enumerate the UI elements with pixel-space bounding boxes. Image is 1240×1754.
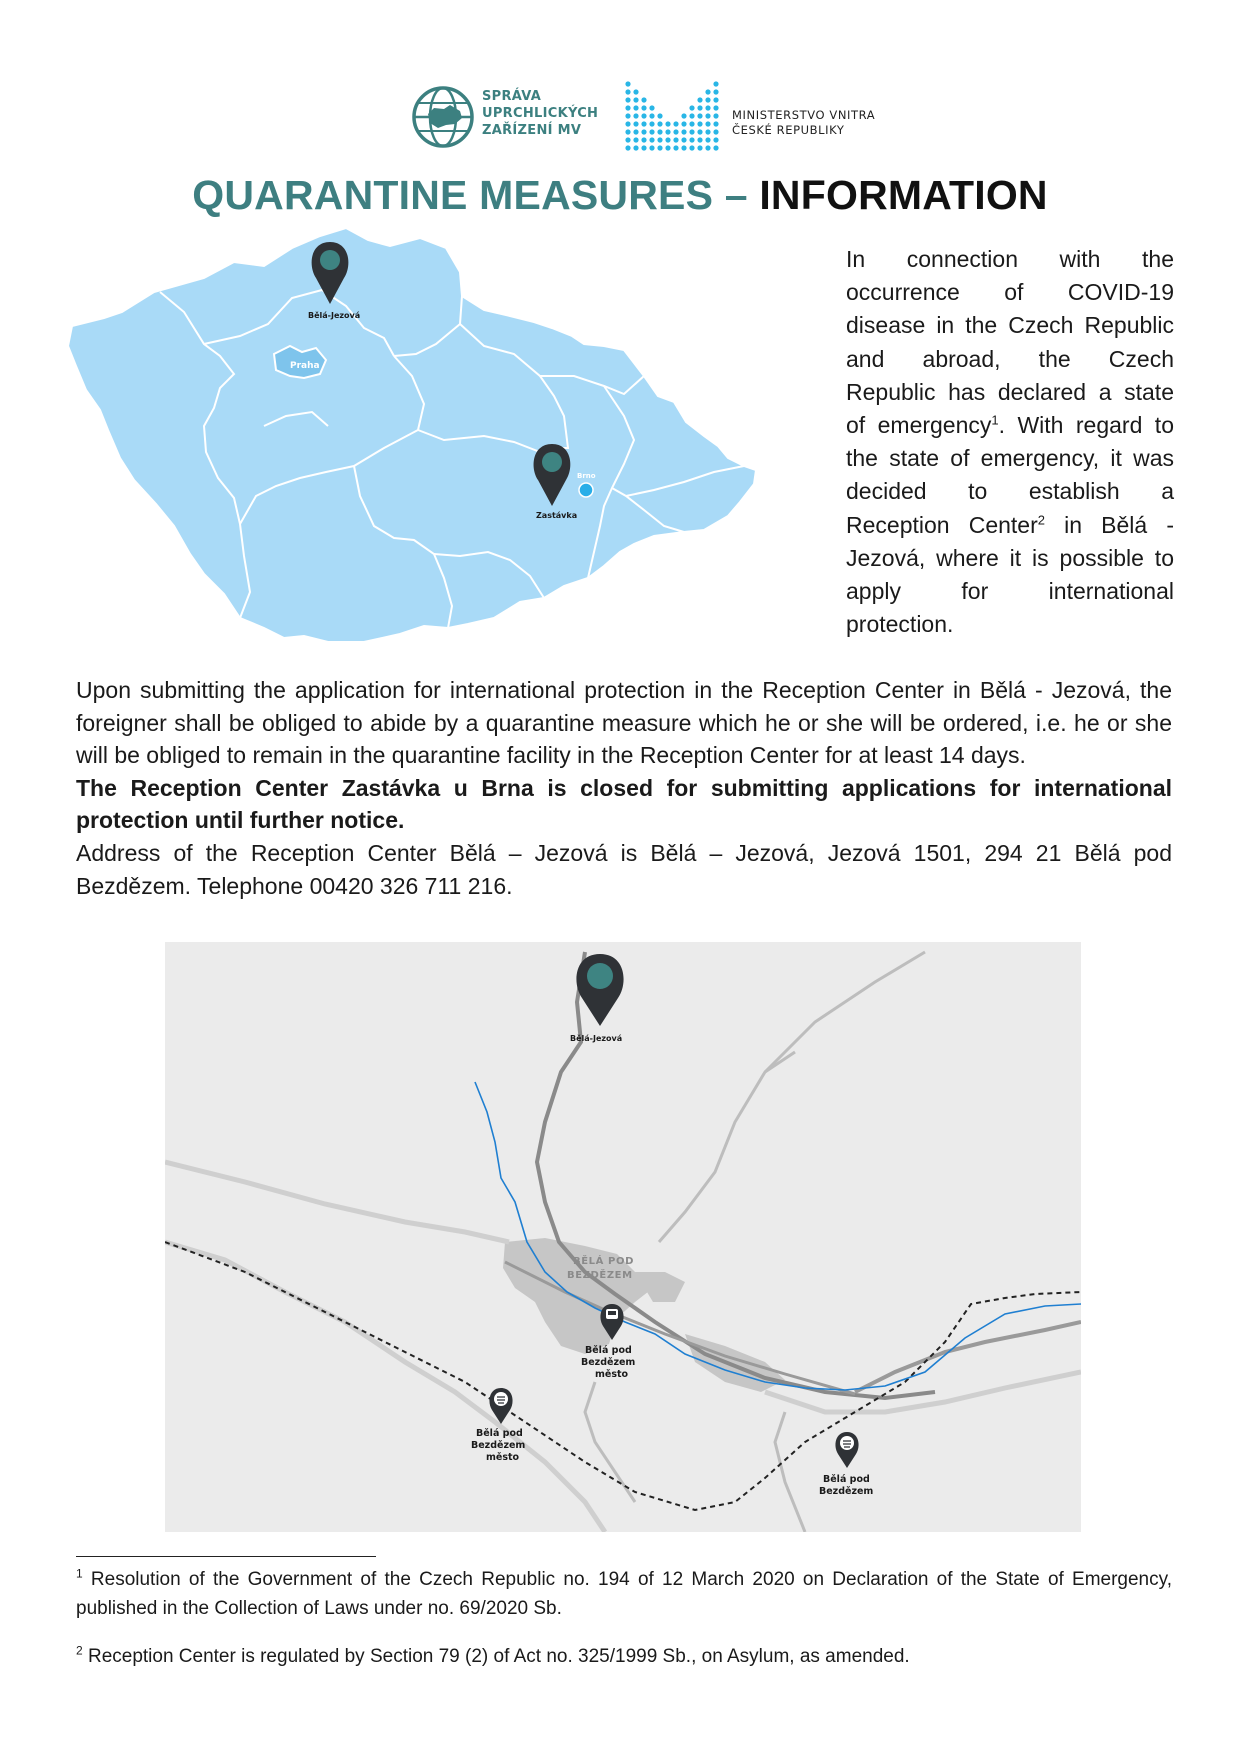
logo-dot [713,137,718,142]
logo-dot [673,129,678,134]
intro-text-2: . With regard to the state of emergency, it was decided to establish a Reception Center [846,412,1174,538]
logo-dot [641,121,646,126]
logo-dot [665,129,670,134]
logo-dot [641,137,646,142]
footnote-ref-1: 1 [991,412,999,428]
logo-dot [713,89,718,94]
logo-dot [697,121,702,126]
address-paragraph: Address of the Reception Center Bělá – Jezová is Bělá – Jezová, Jezová 1501, 294 21 Bělá pod Bezdězem. Telephone 00420 326 711 216. [76,839,1172,899]
logo-dot [641,145,646,150]
logo-dot [689,129,694,134]
logo-dot [633,113,638,118]
logo-dot [633,137,638,142]
logo-dot [641,129,646,134]
ministry-line-2: ČESKÉ REPUBLIKY [732,123,845,137]
logo-dot [649,129,654,134]
logo-dot [649,105,654,110]
body-section [76,674,1172,902]
sprava-line-3: ZAŘÍZENÍ MV [482,123,582,138]
stop1-label-2: Bezdězem [581,1357,636,1368]
footnote-2-text: Reception Center is regulated by Section 79 (2) of Act no. 325/1999 Sb., on Asylum, as amended. [82,1646,910,1667]
logo-dot [705,121,710,126]
brno-label: Brno [577,472,596,480]
logo-dot [625,81,630,86]
logo-dot [713,129,718,134]
logo-dot [689,145,694,150]
logo-dot [633,129,638,134]
bela-label: Bělá-Jezová [308,311,361,320]
logo-dot [689,121,694,126]
logo-dot [633,121,638,126]
stop2-label-1: Bělá pod [476,1428,523,1439]
logo-dot [689,105,694,110]
logo-dot [713,121,718,126]
logo-dot [633,145,638,150]
logo-dot [713,97,718,102]
czech-republic-map [64,226,834,646]
logo-dot [689,137,694,142]
dot-matrix-icon [624,80,720,152]
logo-dot [625,89,630,94]
intro-text-1: In connection with the occurrence of COVID-19 disease in the Czech Republic and abroad, the Czech Republic has declared a state of emergency [846,246,1174,439]
logo-dot [665,145,670,150]
footnote-ref-2: 2 [1037,511,1045,527]
logo-dot [625,129,630,134]
logo-dot [633,89,638,94]
logo-dot [697,105,702,110]
logo-dot [673,121,678,126]
czech-outline [68,228,756,642]
stop2-label-2: Bezdězem [471,1440,526,1451]
ministry-logo-text [732,108,875,138]
title-part-1: QUARANTINE MEASURES – [192,172,760,218]
page-title [0,172,1240,219]
logo-dot [641,97,646,102]
zastavka-label: Zastávka [536,511,578,520]
logo-dot [713,81,718,86]
stop1-label-3: město [595,1369,629,1380]
logo-dot [681,129,686,134]
logo-dot [625,105,630,110]
footnote-1 [76,1566,1172,1623]
logo-dot [673,145,678,150]
logo-dot [673,137,678,142]
logo-dot [705,97,710,102]
logo-dot [633,105,638,110]
logo-dot [641,113,646,118]
logo-dot [657,113,662,118]
logo-dot [713,113,718,118]
globe-map-icon [410,84,476,150]
intro-paragraph [846,243,1174,641]
praha-label: Praha [290,361,320,371]
quarantine-paragraph: Upon submitting the application for international protection in the Reception Center in Bělá - Jezová, the foreigner shall be obliged to abide by a quarantine measure which he or she will be ordered, i.e. he or she will be obliged to remain in the quarantine facility in the Reception Center for at least 14 days. [76,677,1172,769]
logo-dot [681,137,686,142]
logo-dot [697,129,702,134]
sprava-line-1: SPRÁVA [482,89,542,104]
logo-dot [657,137,662,142]
stop1-label-1: Bělá pod [585,1345,632,1356]
logo-dot [697,137,702,142]
town-label-2: BEZDĚZEM [567,1270,633,1281]
logo-dot [681,113,686,118]
logo-dot [625,121,630,126]
logo-dot [641,105,646,110]
local-area-map [165,942,1081,1532]
logo-dot [681,145,686,150]
stop2-label-3: město [486,1452,520,1463]
logo-dot [689,113,694,118]
logo-dot [657,121,662,126]
logo-dot [713,145,718,150]
logo-dot [705,137,710,142]
stop3-label-2: Bezdězem [819,1486,874,1497]
logo-dot [625,145,630,150]
sprava-logo-text [482,88,598,139]
brno-dot [579,483,593,497]
sprava-line-2: UPRCHLICKÝCH [482,106,599,121]
logo-dot [697,97,702,102]
logo-dot [665,137,670,142]
footnote-1-mark: 1 [76,1566,83,1581]
ministry-line-1: MINISTERSTVO VNITRA [732,108,876,122]
pin-top-label: Bělá-Jezová [570,1034,623,1043]
logo-dot [625,97,630,102]
footnote-2-mark: 2 [76,1643,83,1658]
logo-dot [625,137,630,142]
logo-dot [633,97,638,102]
logo-dot [649,137,654,142]
title-part-2: INFORMATION [759,172,1048,218]
logo-dot [649,145,654,150]
logo-dot [657,129,662,134]
intro-text-3: in Bělá - Jezová, where it is possible to apply for international protection. [846,511,1174,638]
town-label-1: BĚLÁ POD [573,1256,634,1267]
logo-dot [705,89,710,94]
closure-notice: The Reception Center Zastávka u Brna is closed for submitting applications for international protection until further notice. [76,774,1172,834]
logo-dot [697,113,702,118]
footnote-separator [76,1556,376,1557]
logo-dot [681,121,686,126]
logo-dot [665,121,670,126]
logo-dot [705,129,710,134]
logo-dot [649,121,654,126]
logo-dot [705,113,710,118]
logo-dot [649,113,654,118]
logo-dot [705,105,710,110]
stop3-label-1: Bělá pod [823,1474,870,1485]
header-logos [410,78,880,158]
footnote-1-text: Resolution of the Government of the Czech Republic no. 194 of 12 March 2020 on Declaration of the State of Emergency, published in the Collection of Laws under no. 69/2020 Sb. [76,1569,1172,1619]
footnote-2 [76,1643,1172,1672]
logo-dot [697,145,702,150]
logo-dot [657,145,662,150]
logo-dot [625,113,630,118]
logo-dot [713,105,718,110]
logo-dot [705,145,710,150]
